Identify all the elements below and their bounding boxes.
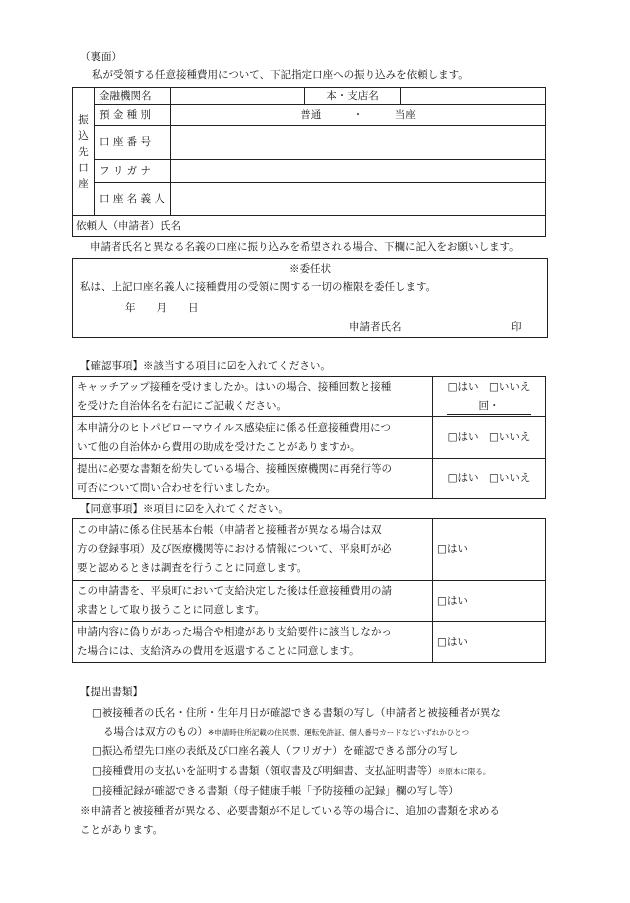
vaccination-count-field[interactable]: 回・ bbox=[447, 399, 531, 415]
delegation-title: ※委任状 bbox=[289, 263, 331, 275]
delegation-date[interactable]: 年 月 日 bbox=[125, 302, 199, 314]
bank-name-field[interactable] bbox=[171, 88, 305, 105]
consent-heading: 【同意事項】※項目に☑を入れてください。 bbox=[80, 503, 289, 515]
document-item-record[interactable]: □接種記録が確認できる書類（母子健康手帳「予防接種の記録」欄の写し等） bbox=[92, 785, 459, 797]
account-number-field[interactable] bbox=[171, 126, 546, 160]
confirm-row bbox=[73, 417, 546, 459]
consent-row bbox=[73, 519, 546, 581]
delegation-text: 私は、上記口座名義人に接種費用の受領に関する一切の権限を委任します。 bbox=[80, 281, 437, 293]
document-item-receipt[interactable]: □接種費用の支払いを証明する書類（領収書及び明細書、支払証明書等）※原本に限る。 bbox=[92, 765, 491, 777]
transfer-account-side-label: 振 込 先 口 座 bbox=[73, 88, 95, 216]
account-holder-field[interactable] bbox=[171, 183, 546, 216]
documents-footer-line1: ※申請者と被接種者が異なる、必要書類が不足している等の場合に、追加の書類を求める bbox=[80, 805, 500, 817]
furigana-field[interactable] bbox=[171, 160, 546, 183]
document-item-id-cont: る場合は双方のもの）※申請時住所記載の住民票、運転免許証、個人番号カードなどいずれかひとつ bbox=[103, 726, 470, 738]
confirm-table bbox=[72, 376, 546, 499]
consent-statement: この申請書を、平泉町において支給決定した後は任意接種費用の請 求書として取り扱うことに同意します。 bbox=[73, 581, 433, 622]
deposit-type-label: 預 金 種 別 bbox=[95, 105, 171, 126]
consent-row bbox=[73, 622, 546, 663]
branch-label: 本・支店名 bbox=[305, 88, 401, 105]
bank-name-label: 金融機関名 bbox=[95, 88, 171, 105]
bank-account-table bbox=[72, 87, 546, 237]
confirm-answer[interactable] bbox=[433, 377, 546, 417]
requester-name-field[interactable] bbox=[73, 216, 546, 237]
consent-statement: この申請に係る住民基本台帳（申請者と接種者が異なる場合は双 方の登録事項）及び医療機関等における情報について、平泉町が必 要と認めるときは調査を行うことに同意します。 bbox=[73, 519, 433, 581]
consent-statement: 申請内容に偽りがあった場合や相違があり支給要件に該当しなかっ た場合には、支給済みの費用を返還することに同意します。 bbox=[73, 622, 433, 663]
confirm-question: 提出に必要な書類を紛失している場合、接種医療機関に再発行等の 可否について問い合わせを行いましたか。 bbox=[73, 459, 433, 499]
consent-row bbox=[73, 581, 546, 622]
yes-no-checkbox[interactable]: □はい □いいえ bbox=[433, 417, 546, 459]
yes-checkbox[interactable]: □はい bbox=[433, 519, 546, 581]
seal-mark: 印 bbox=[511, 321, 522, 333]
account-number-label: 口 座 番 号 bbox=[95, 126, 171, 160]
branch-field[interactable] bbox=[401, 88, 546, 105]
document-item-bank[interactable]: □振込希望先口座の表紙及び口座名義人（フリガナ）を確認できる部分の写し bbox=[92, 745, 459, 757]
furigana-label: フ リ ガ ナ bbox=[95, 160, 171, 183]
back-side-label: （裏面） bbox=[80, 51, 122, 63]
yes-checkbox[interactable]: □はい bbox=[433, 581, 546, 622]
delegation-note: 申請者氏名と異なる名義の口座に振り込みを希望される場合、下欄に記入をお願いします。 bbox=[90, 241, 520, 253]
document-item-id-note: ※申請時住所記載の住民票、運転免許証、個人番号カードなどいずれかひとつ bbox=[208, 728, 470, 737]
confirm-question: 本申請分のヒトパピローマウイルス感染症に係る任意接種費用につ いて他の自治体から費用の助成を受けたことがありますか。 bbox=[73, 417, 433, 459]
document-item-receipt-note: ※原本に限る。 bbox=[437, 767, 491, 776]
deposit-type-value[interactable]: 普通 ・ 当座 bbox=[171, 105, 546, 126]
yes-no-checkbox[interactable]: □はい □いいえ bbox=[433, 459, 546, 499]
requester-name-label: 依頼人（申請者）氏名 bbox=[76, 219, 181, 232]
applicant-name-label: 申請者氏名 bbox=[349, 321, 402, 333]
confirm-row bbox=[73, 377, 546, 417]
document-item-id[interactable]: □被接種者の氏名・住所・生年月日が確認できる書類の写し（申請者と被接種者が異な bbox=[92, 707, 501, 719]
yes-no-checkbox[interactable]: □はい □いいえ bbox=[447, 381, 531, 393]
documents-heading: 【提出書類】 bbox=[80, 686, 143, 698]
intro-text: 私が受領する任意接種費用について、下記指定口座への振り込みを依頼します。 bbox=[92, 69, 469, 81]
account-holder-label: 口 座 名 義 人 bbox=[95, 183, 171, 216]
documents-footer-line2: ことがあります。 bbox=[80, 824, 164, 836]
delegation-box bbox=[72, 258, 548, 338]
confirm-question: キャッチアップ接種を受けましたか。はいの場合、接種回数と接種 を受けた自治体名を右記にご記載ください。 bbox=[73, 377, 433, 417]
confirm-heading: 【確認事項】※該当する項目に☑を入れてください。 bbox=[80, 360, 331, 372]
yes-checkbox[interactable]: □はい bbox=[433, 622, 546, 663]
consent-table bbox=[72, 518, 546, 663]
confirm-row bbox=[73, 459, 546, 499]
